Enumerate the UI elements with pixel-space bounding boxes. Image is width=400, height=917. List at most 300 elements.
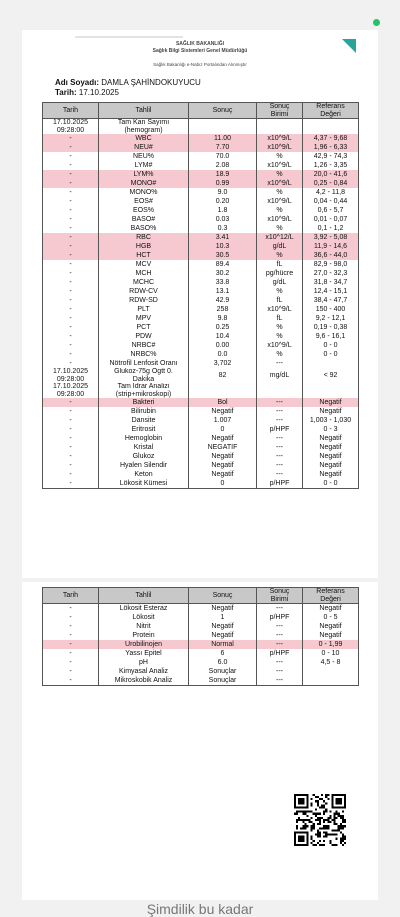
- test-cell: Nitrit: [99, 622, 189, 631]
- test-cell: HGB: [99, 242, 189, 251]
- unit-cell: p/HPF: [257, 479, 303, 489]
- unit-cell: ---: [257, 452, 303, 461]
- table-row: [43, 170, 359, 179]
- date-cell: -: [43, 197, 99, 206]
- patient-name: DAMLA ŞAHİNDOKUYUCU: [101, 78, 201, 87]
- test-cell: HCT: [99, 251, 189, 260]
- ref-cell: 31,8 - 34,7: [303, 278, 359, 287]
- ref-cell: 0 - 0: [303, 350, 359, 359]
- table-row: [43, 461, 359, 470]
- test-cell: Hemoglobin: [99, 434, 189, 443]
- ref-cell: 82,9 - 98,0: [303, 260, 359, 269]
- table-row: [43, 649, 359, 658]
- unit-cell: pg/hücre: [257, 269, 303, 278]
- table-row: [43, 260, 359, 269]
- unit-cell: ---: [257, 667, 303, 676]
- unit-cell: g/dL: [257, 278, 303, 287]
- unit-cell: %: [257, 323, 303, 332]
- table-row: [43, 134, 359, 143]
- ref-cell: Negatif: [303, 452, 359, 461]
- date-cell: -: [43, 613, 99, 622]
- table-row: [43, 398, 359, 407]
- test-cell: WBC: [99, 134, 189, 143]
- ref-cell: 0 - 5: [303, 613, 359, 622]
- date-cell: -: [43, 443, 99, 452]
- unit-cell: ---: [257, 640, 303, 649]
- ref-cell: [303, 667, 359, 676]
- result-cell: 1.007: [189, 416, 257, 425]
- table-header-row: [43, 588, 359, 604]
- report-page-2: [22, 582, 378, 900]
- ref-cell: 3,92 - 5,08: [303, 233, 359, 242]
- ref-cell: 0,6 - 5,7: [303, 206, 359, 215]
- date-cell: -: [43, 332, 99, 341]
- test-cell: Hyalen Silendir: [99, 461, 189, 470]
- table-row: [43, 119, 359, 135]
- result-cell: Bol: [189, 398, 257, 407]
- result-cell: 258: [189, 305, 257, 314]
- table-row: [43, 452, 359, 461]
- table-row: [43, 251, 359, 260]
- corner-mark-icon: [342, 39, 356, 53]
- date-cell: -: [43, 640, 99, 649]
- table-row: [43, 640, 359, 649]
- table-row: [43, 215, 359, 224]
- date-cell: -: [43, 604, 99, 614]
- result-cell: 1.8: [189, 206, 257, 215]
- ref-cell: 1,96 - 6,33: [303, 143, 359, 152]
- date-cell: -: [43, 470, 99, 479]
- ref-cell: Negatif: [303, 470, 359, 479]
- unit-cell: ---: [257, 470, 303, 479]
- unit-cell: mg/dL: [257, 368, 303, 383]
- result-cell: 30.5: [189, 251, 257, 260]
- test-cell: MCH: [99, 269, 189, 278]
- result-cell: 0.0: [189, 350, 257, 359]
- qr-code-icon: [294, 794, 346, 846]
- result-cell: 11.00: [189, 134, 257, 143]
- date-cell: -: [43, 251, 99, 260]
- footer-text: Şimdilik bu kadar: [146, 901, 254, 917]
- lab-results-table-continued: [42, 587, 359, 686]
- date-cell: -: [43, 631, 99, 640]
- ref-cell: 0,1 - 1,2: [303, 224, 359, 233]
- date-cell: -: [43, 206, 99, 215]
- result-cell: 9.8: [189, 314, 257, 323]
- test-cell: Nötrofil Lenfosit Oranı: [99, 359, 189, 368]
- column-header: Sonuç: [189, 588, 257, 604]
- ref-cell: 9,6 - 16,1: [303, 332, 359, 341]
- unit-cell: x10^9/L: [257, 215, 303, 224]
- unit-cell: %: [257, 206, 303, 215]
- table-row: [43, 604, 359, 614]
- test-cell: Glukoz-75g Ogtt 0. Dakika: [99, 368, 189, 383]
- unit-cell: ---: [257, 631, 303, 640]
- unit-cell: %: [257, 287, 303, 296]
- ref-cell: Negatif: [303, 622, 359, 631]
- result-cell: Normal: [189, 640, 257, 649]
- column-header: Referans Değeri: [303, 588, 359, 604]
- ref-cell: 11,9 - 14,6: [303, 242, 359, 251]
- ref-cell: Negatif: [303, 443, 359, 452]
- date-cell: -: [43, 479, 99, 489]
- column-header: Sonuç Birimi: [257, 588, 303, 604]
- unit-cell: %: [257, 188, 303, 197]
- test-cell: pH: [99, 658, 189, 667]
- unit-cell: %: [257, 152, 303, 161]
- column-header: Tahlil: [99, 103, 189, 119]
- unit-cell: ---: [257, 398, 303, 407]
- test-cell: Bakteri: [99, 398, 189, 407]
- ref-cell: [303, 676, 359, 686]
- test-cell: PCT: [99, 323, 189, 332]
- table-row: [43, 206, 359, 215]
- result-cell: 89.4: [189, 260, 257, 269]
- table-row: [43, 242, 359, 251]
- date-cell: 17.10.2025 09:28:00: [43, 383, 99, 398]
- ref-cell: < 92: [303, 368, 359, 383]
- date-cell: -: [43, 398, 99, 407]
- patient-name-label: Adı Soyadı:: [55, 78, 100, 87]
- report-date-line: [55, 88, 119, 97]
- date-cell: -: [43, 242, 99, 251]
- unit-cell: [257, 119, 303, 135]
- date-cell: 17.10.2025 09:28:00: [43, 368, 99, 383]
- test-cell: RDW-SD: [99, 296, 189, 305]
- unit-cell: ---: [257, 434, 303, 443]
- result-cell: 1: [189, 613, 257, 622]
- test-cell: Tam Kan Sayımı (hemogram): [99, 119, 189, 135]
- date-cell: -: [43, 215, 99, 224]
- table-row: [43, 383, 359, 398]
- unit-cell: ---: [257, 461, 303, 470]
- table-row: [43, 479, 359, 489]
- test-cell: NRBC#: [99, 341, 189, 350]
- ref-cell: 0 - 0: [303, 479, 359, 489]
- test-cell: BASO#: [99, 215, 189, 224]
- ref-cell: 12,4 - 15,1: [303, 287, 359, 296]
- table-row: [43, 359, 359, 368]
- ref-cell: 4,37 - 9,68: [303, 134, 359, 143]
- table-header-row: [43, 103, 359, 119]
- result-cell: Negatif: [189, 452, 257, 461]
- result-cell: 3.41: [189, 233, 257, 242]
- test-cell: MCV: [99, 260, 189, 269]
- result-cell: 0.00: [189, 341, 257, 350]
- table-row: [43, 224, 359, 233]
- date-cell: -: [43, 161, 99, 170]
- table-row: [43, 287, 359, 296]
- test-cell: Kristal: [99, 443, 189, 452]
- column-header: Sonuç: [189, 103, 257, 119]
- portal-note: Sağlık Bakanlığı e-Nabız Portalından Alınmıştır: [153, 62, 247, 67]
- column-header: Sonuç Birimi: [257, 103, 303, 119]
- unit-cell: fL: [257, 260, 303, 269]
- ref-cell: Negatif: [303, 631, 359, 640]
- table-row: [43, 658, 359, 667]
- date-cell: -: [43, 622, 99, 631]
- result-cell: 10.3: [189, 242, 257, 251]
- ref-cell: 36,6 - 44,0: [303, 251, 359, 260]
- unit-cell: ---: [257, 407, 303, 416]
- column-header: Tahlil: [99, 588, 189, 604]
- table-row: [43, 425, 359, 434]
- report-date-label: Tarih:: [55, 88, 77, 97]
- table-row: [43, 305, 359, 314]
- date-cell: -: [43, 143, 99, 152]
- test-cell: EOS%: [99, 206, 189, 215]
- test-cell: Lökosit Esteraz: [99, 604, 189, 614]
- ministry-title: SAĞLIK BAKANLIĞI: [175, 41, 225, 47]
- result-cell: [189, 119, 257, 135]
- table-row: [43, 470, 359, 479]
- unit-cell: %: [257, 350, 303, 359]
- date-cell: -: [43, 350, 99, 359]
- unit-cell: x10^9/L: [257, 134, 303, 143]
- directorate-title: Sağlık Bilgi Sistemleri Genel Müdürlüğü: [152, 48, 248, 54]
- ref-cell: 0 - 10: [303, 649, 359, 658]
- result-cell: Sonuçlar: [189, 676, 257, 686]
- test-cell: NRBC%: [99, 350, 189, 359]
- result-cell: 0.03: [189, 215, 257, 224]
- result-cell: Negatif: [189, 407, 257, 416]
- ref-cell: 27,0 - 32,3: [303, 269, 359, 278]
- ref-cell: 0 - 0: [303, 341, 359, 350]
- status-dot: [373, 19, 380, 26]
- result-cell: 3,702: [189, 359, 257, 368]
- result-cell: 6: [189, 649, 257, 658]
- header-redacted-bar: [75, 36, 183, 38]
- unit-cell: ---: [257, 658, 303, 667]
- unit-cell: [257, 383, 303, 398]
- unit-cell: fL: [257, 296, 303, 305]
- unit-cell: x10^12/L: [257, 233, 303, 242]
- unit-cell: ---: [257, 604, 303, 614]
- table-row: [43, 323, 359, 332]
- lab-results-table: [42, 102, 359, 489]
- unit-cell: ---: [257, 676, 303, 686]
- result-cell: 0.99: [189, 179, 257, 188]
- unit-cell: x10^9/L: [257, 197, 303, 206]
- result-cell: Negatif: [189, 622, 257, 631]
- test-cell: RDW-CV: [99, 287, 189, 296]
- column-header: Referans Değeri: [303, 103, 359, 119]
- table-row: [43, 350, 359, 359]
- table-row: [43, 332, 359, 341]
- date-cell: -: [43, 407, 99, 416]
- date-cell: -: [43, 452, 99, 461]
- result-cell: Negatif: [189, 470, 257, 479]
- table-row: [43, 161, 359, 170]
- ref-cell: 42,9 - 74,3: [303, 152, 359, 161]
- result-cell: 0.3: [189, 224, 257, 233]
- ref-cell: Negatif: [303, 398, 359, 407]
- result-cell: 0.20: [189, 197, 257, 206]
- ref-cell: 0,01 - 0,07: [303, 215, 359, 224]
- result-cell: Negatif: [189, 434, 257, 443]
- test-cell: MONO%: [99, 188, 189, 197]
- ref-cell: Negatif: [303, 461, 359, 470]
- result-cell: 0.25: [189, 323, 257, 332]
- table-row: [43, 676, 359, 686]
- date-cell: -: [43, 314, 99, 323]
- result-cell: 0: [189, 479, 257, 489]
- date-cell: -: [43, 341, 99, 350]
- ref-cell: [303, 119, 359, 135]
- unit-cell: ---: [257, 359, 303, 368]
- unit-cell: x10^9/L: [257, 179, 303, 188]
- result-cell: 18.9: [189, 170, 257, 179]
- date-cell: -: [43, 425, 99, 434]
- date-cell: -: [43, 170, 99, 179]
- result-cell: 30.2: [189, 269, 257, 278]
- ref-cell: Negatif: [303, 407, 359, 416]
- result-cell: Sonuçlar: [189, 667, 257, 676]
- result-cell: 10.4: [189, 332, 257, 341]
- unit-cell: p/HPF: [257, 649, 303, 658]
- date-cell: -: [43, 296, 99, 305]
- ref-cell: 150 - 400: [303, 305, 359, 314]
- ref-cell: 0,04 - 0,44: [303, 197, 359, 206]
- test-cell: Ürobilinojen: [99, 640, 189, 649]
- test-cell: BASO%: [99, 224, 189, 233]
- result-cell: 6.0: [189, 658, 257, 667]
- table-row: [43, 188, 359, 197]
- unit-cell: fL: [257, 314, 303, 323]
- result-cell: 9.0: [189, 188, 257, 197]
- unit-cell: x10^9/L: [257, 161, 303, 170]
- date-cell: 17.10.2025 09:28:00: [43, 119, 99, 135]
- test-cell: Lökosit Kümesi: [99, 479, 189, 489]
- date-cell: -: [43, 233, 99, 242]
- table-row: [43, 278, 359, 287]
- test-cell: Kimyasal Analiz: [99, 667, 189, 676]
- test-cell: MPV: [99, 314, 189, 323]
- table-row: [43, 631, 359, 640]
- test-cell: Eritrosit: [99, 425, 189, 434]
- date-cell: -: [43, 359, 99, 368]
- test-cell: Dansite: [99, 416, 189, 425]
- ref-cell: Negatif: [303, 604, 359, 614]
- table-row: [43, 143, 359, 152]
- unit-cell: ---: [257, 443, 303, 452]
- ref-cell: [303, 359, 359, 368]
- date-cell: -: [43, 323, 99, 332]
- table-row: [43, 296, 359, 305]
- test-cell: Yassı Epitel: [99, 649, 189, 658]
- ref-cell: 0 - 1,99: [303, 640, 359, 649]
- date-cell: -: [43, 260, 99, 269]
- result-cell: Negatif: [189, 461, 257, 470]
- test-cell: RBC: [99, 233, 189, 242]
- unit-cell: x10^9/L: [257, 305, 303, 314]
- column-header: Tarih: [43, 588, 99, 604]
- table-row: [43, 613, 359, 622]
- result-cell: Negatif: [189, 604, 257, 614]
- ref-cell: 0,25 - 0,84: [303, 179, 359, 188]
- table-row: [43, 434, 359, 443]
- date-cell: -: [43, 667, 99, 676]
- ref-cell: 1,003 - 1,030: [303, 416, 359, 425]
- date-cell: -: [43, 269, 99, 278]
- report-page-1: [22, 30, 378, 578]
- test-cell: MCHC: [99, 278, 189, 287]
- test-cell: Bilirubin: [99, 407, 189, 416]
- result-cell: 0: [189, 425, 257, 434]
- date-cell: -: [43, 676, 99, 686]
- table-row: [43, 667, 359, 676]
- table-row: [43, 407, 359, 416]
- ref-cell: 0,19 - 0,38: [303, 323, 359, 332]
- date-cell: -: [43, 434, 99, 443]
- column-header: Tarih: [43, 103, 99, 119]
- unit-cell: %: [257, 224, 303, 233]
- table-row: [43, 233, 359, 242]
- result-cell: 33.8: [189, 278, 257, 287]
- test-cell: LYM%: [99, 170, 189, 179]
- table-row: [43, 443, 359, 452]
- date-cell: -: [43, 461, 99, 470]
- table-row: [43, 416, 359, 425]
- result-cell: 70.0: [189, 152, 257, 161]
- patient-name-line: [55, 78, 201, 87]
- unit-cell: %: [257, 170, 303, 179]
- date-cell: -: [43, 305, 99, 314]
- result-cell: 42.9: [189, 296, 257, 305]
- date-cell: -: [43, 278, 99, 287]
- unit-cell: x10^9/L: [257, 341, 303, 350]
- result-cell: 13.1: [189, 287, 257, 296]
- result-cell: 82: [189, 368, 257, 383]
- table-row: [43, 269, 359, 278]
- test-cell: Protein: [99, 631, 189, 640]
- unit-cell: %: [257, 332, 303, 341]
- test-cell: EOS#: [99, 197, 189, 206]
- test-cell: Tam İdrar Analizi (strip+mikroskopi): [99, 383, 189, 398]
- report-date: 17.10.2025: [78, 88, 119, 97]
- result-cell: 2.08: [189, 161, 257, 170]
- test-cell: Lökosit: [99, 613, 189, 622]
- table-row: [43, 314, 359, 323]
- ref-cell: 4,5 - 8: [303, 658, 359, 667]
- test-cell: NEU#: [99, 143, 189, 152]
- test-cell: Keton: [99, 470, 189, 479]
- test-cell: Glukoz: [99, 452, 189, 461]
- test-cell: PDW: [99, 332, 189, 341]
- result-cell: 7.70: [189, 143, 257, 152]
- ref-cell: 1,26 - 3,35: [303, 161, 359, 170]
- date-cell: -: [43, 416, 99, 425]
- unit-cell: x10^9/L: [257, 143, 303, 152]
- table-row: [43, 341, 359, 350]
- date-cell: -: [43, 649, 99, 658]
- ref-cell: [303, 383, 359, 398]
- date-cell: -: [43, 152, 99, 161]
- table-row: [43, 368, 359, 383]
- test-cell: LYM#: [99, 161, 189, 170]
- table-row: [43, 197, 359, 206]
- result-cell: NEGATİF: [189, 443, 257, 452]
- unit-cell: p/HPF: [257, 425, 303, 434]
- date-cell: -: [43, 658, 99, 667]
- ref-cell: 9,2 - 12,1: [303, 314, 359, 323]
- test-cell: MONO#: [99, 179, 189, 188]
- test-cell: PLT: [99, 305, 189, 314]
- table-row: [43, 179, 359, 188]
- unit-cell: g/dL: [257, 242, 303, 251]
- test-cell: Mikroskobik Analiz: [99, 676, 189, 686]
- table-row: [43, 622, 359, 631]
